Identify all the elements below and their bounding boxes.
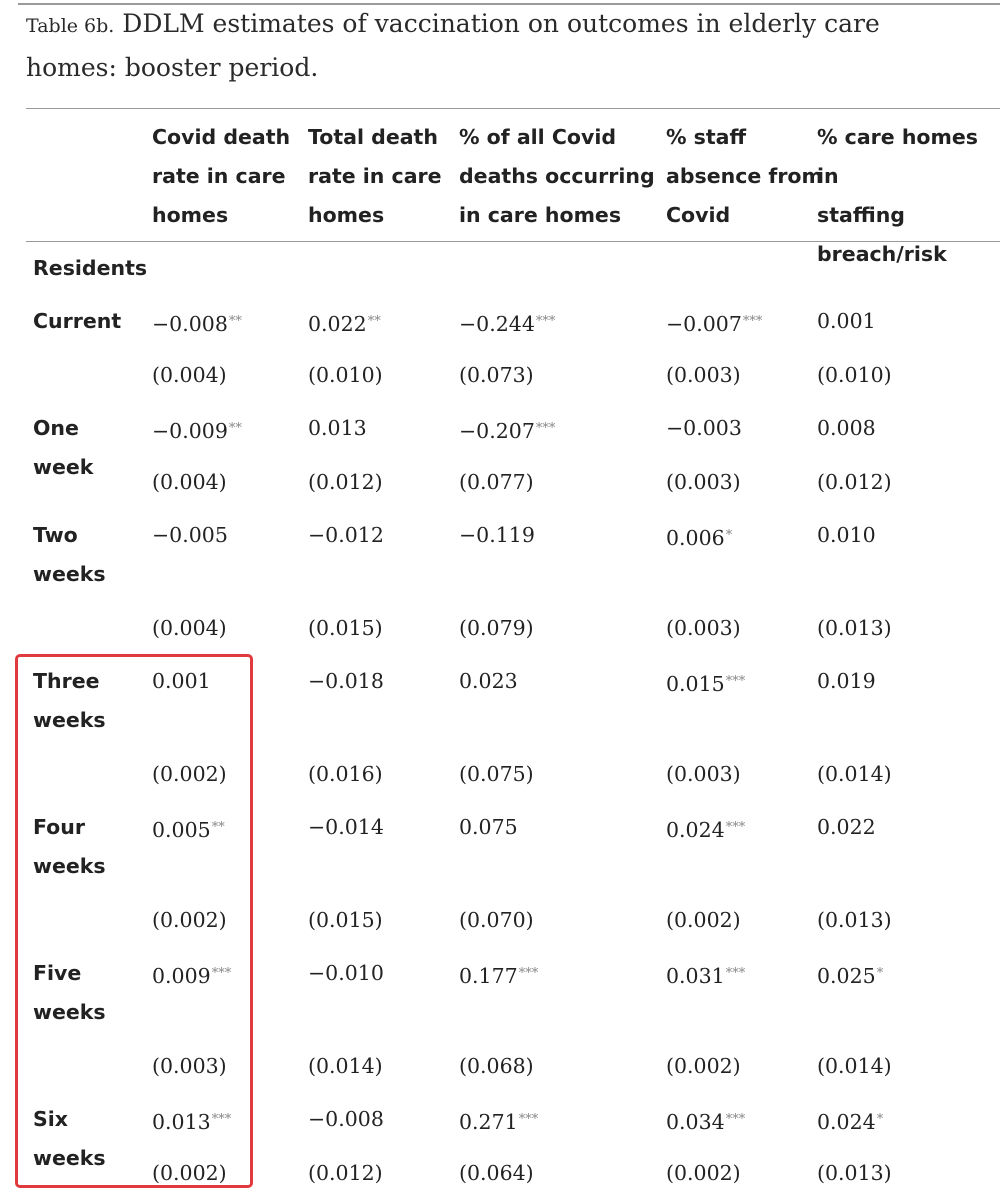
estimate-cell bbox=[308, 808, 384, 847]
table-label: Table 6b. bbox=[26, 15, 115, 37]
standard-error-cell: (0.077) bbox=[459, 470, 534, 494]
standard-error-cell: (0.004) bbox=[152, 470, 227, 494]
significance-stars: *** bbox=[725, 674, 746, 689]
estimate-value: 0.009 bbox=[152, 964, 211, 988]
standard-error-cell: (0.003) bbox=[152, 1054, 227, 1078]
estimate-value: −0.018 bbox=[308, 669, 384, 693]
row-label: Five weeks bbox=[33, 961, 106, 1024]
estimate-value: 0.001 bbox=[817, 309, 876, 333]
standard-error-cell: (0.068) bbox=[459, 1054, 534, 1078]
standard-error-cell: (0.014) bbox=[308, 1054, 383, 1078]
estimate-cell bbox=[308, 516, 384, 555]
estimate-value: −0.009 bbox=[152, 419, 228, 443]
standard-error-cell: (0.010) bbox=[817, 363, 892, 387]
estimate-value: 0.271 bbox=[459, 1110, 518, 1134]
estimate-cell bbox=[666, 1100, 745, 1142]
standard-error-cell: (0.070) bbox=[459, 908, 534, 932]
standard-error-cell: (0.079) bbox=[459, 616, 534, 640]
standard-error-cell: (0.004) bbox=[152, 363, 227, 387]
standard-error-cell: (0.002) bbox=[152, 908, 227, 932]
significance-stars: *** bbox=[725, 966, 746, 981]
standard-error-cell: (0.002) bbox=[666, 1161, 741, 1185]
estimate-value: −0.008 bbox=[308, 1107, 384, 1131]
estimate-cell bbox=[817, 302, 876, 341]
standard-error-cell: (0.002) bbox=[152, 762, 227, 786]
estimate-cell bbox=[666, 409, 742, 448]
estimate-value: −0.014 bbox=[308, 815, 384, 839]
estimate-cell bbox=[152, 409, 242, 451]
estimate-value: −0.207 bbox=[459, 419, 535, 443]
standard-error-cell: (0.075) bbox=[459, 762, 534, 786]
standard-error-cell: (0.014) bbox=[817, 762, 892, 786]
standard-error-cell: (0.015) bbox=[308, 616, 383, 640]
section-label: Residents bbox=[33, 256, 148, 280]
estimate-value: 0.025 bbox=[817, 964, 876, 988]
estimate-value: 0.023 bbox=[459, 669, 518, 693]
estimate-value: 0.008 bbox=[817, 416, 876, 440]
row-label: Three weeks bbox=[33, 669, 106, 732]
significance-stars: ** bbox=[211, 820, 225, 835]
estimate-value: 0.015 bbox=[666, 672, 725, 696]
estimate-cell bbox=[817, 808, 876, 847]
significance-stars: *** bbox=[535, 421, 556, 436]
estimate-value: 0.019 bbox=[817, 669, 876, 693]
estimate-value: 0.022 bbox=[817, 815, 876, 839]
standard-error-cell: (0.004) bbox=[152, 616, 227, 640]
estimate-value: −0.244 bbox=[459, 312, 535, 336]
standard-error-cell: (0.012) bbox=[308, 470, 383, 494]
estimate-cell bbox=[817, 662, 876, 701]
estimate-value: 0.034 bbox=[666, 1110, 725, 1134]
significance-stars: ** bbox=[228, 314, 242, 329]
significance-stars: *** bbox=[518, 966, 539, 981]
header-staffing-breach: % care homes in staffing breach/risk bbox=[817, 125, 978, 266]
estimate-value: −0.005 bbox=[152, 523, 228, 547]
significance-stars: *** bbox=[535, 314, 556, 329]
standard-error-cell: (0.064) bbox=[459, 1161, 534, 1185]
estimate-value: −0.003 bbox=[666, 416, 742, 440]
estimate-value: 0.010 bbox=[817, 523, 876, 547]
significance-stars: ** bbox=[367, 314, 381, 329]
estimate-cell bbox=[459, 516, 535, 555]
significance-stars: * bbox=[876, 1112, 884, 1127]
estimate-cell bbox=[308, 409, 367, 448]
estimate-value: −0.007 bbox=[666, 312, 742, 336]
standard-error-cell: (0.002) bbox=[152, 1161, 227, 1185]
estimate-cell bbox=[666, 954, 745, 996]
estimate-cell bbox=[666, 662, 745, 704]
estimate-value: 0.024 bbox=[666, 818, 725, 842]
standard-error-cell: (0.013) bbox=[817, 908, 892, 932]
header-total-death-rate: Total death rate in care homes bbox=[308, 125, 442, 227]
highlight-box bbox=[15, 654, 253, 1188]
estimate-value: 0.177 bbox=[459, 964, 518, 988]
row-label: Two weeks bbox=[33, 523, 106, 586]
significance-stars: * bbox=[725, 528, 733, 543]
table-caption bbox=[26, 3, 976, 89]
standard-error-cell: (0.012) bbox=[308, 1161, 383, 1185]
estimate-cell bbox=[308, 662, 384, 701]
estimate-cell bbox=[817, 516, 876, 555]
significance-stars: *** bbox=[742, 314, 763, 329]
standard-error-cell: (0.010) bbox=[308, 363, 383, 387]
estimate-value: 0.006 bbox=[666, 526, 725, 550]
standard-error-cell: (0.003) bbox=[666, 762, 741, 786]
estimate-value: −0.119 bbox=[459, 523, 535, 547]
standard-error-cell: (0.003) bbox=[666, 363, 741, 387]
row-label: One week bbox=[33, 416, 94, 479]
estimate-cell bbox=[666, 808, 745, 850]
estimate-cell bbox=[459, 808, 518, 847]
row-label: Current bbox=[33, 309, 122, 333]
header-pct-covid-deaths: % of all Covid deaths occurring in care homes bbox=[459, 125, 655, 227]
significance-stars: *** bbox=[725, 1112, 746, 1127]
header-staff-absence: % staff absence from Covid bbox=[666, 125, 823, 227]
significance-stars: ** bbox=[228, 421, 242, 436]
estimate-cell bbox=[152, 516, 228, 555]
estimate-value: −0.012 bbox=[308, 523, 384, 547]
standard-error-cell: (0.002) bbox=[666, 908, 741, 932]
estimate-cell bbox=[817, 954, 883, 996]
estimate-value: 0.024 bbox=[817, 1110, 876, 1134]
estimate-cell bbox=[308, 1100, 384, 1139]
significance-stars: *** bbox=[725, 820, 746, 835]
estimate-value: 0.005 bbox=[152, 818, 211, 842]
estimate-cell bbox=[459, 662, 518, 701]
estimate-cell bbox=[666, 302, 762, 344]
standard-error-cell: (0.003) bbox=[666, 470, 741, 494]
row-label: Six weeks bbox=[33, 1107, 106, 1170]
estimate-cell bbox=[666, 516, 732, 558]
significance-stars: *** bbox=[518, 1112, 539, 1127]
standard-error-cell: (0.012) bbox=[817, 470, 892, 494]
estimate-cell bbox=[817, 409, 876, 448]
table-top-rule bbox=[26, 108, 1000, 109]
standard-error-cell: (0.073) bbox=[459, 363, 534, 387]
standard-error-cell: (0.003) bbox=[666, 616, 741, 640]
estimate-value: 0.022 bbox=[308, 312, 367, 336]
estimate-cell bbox=[459, 302, 555, 344]
estimate-value: −0.010 bbox=[308, 961, 384, 985]
row-label: Four weeks bbox=[33, 815, 106, 878]
table-title: DDLM estimates of vaccination on outcomes in elderly care homes: booster period. bbox=[26, 9, 880, 82]
estimate-cell bbox=[459, 954, 538, 996]
estimate-value: 0.031 bbox=[666, 964, 725, 988]
estimate-cell bbox=[152, 302, 242, 344]
estimate-cell bbox=[459, 1100, 538, 1142]
estimate-value: 0.013 bbox=[308, 416, 367, 440]
standard-error-cell: (0.016) bbox=[308, 762, 383, 786]
significance-stars: *** bbox=[211, 1112, 232, 1127]
standard-error-cell: (0.014) bbox=[817, 1054, 892, 1078]
estimate-value: 0.013 bbox=[152, 1110, 211, 1134]
header-covid-death-rate: Covid death rate in care homes bbox=[152, 125, 291, 227]
estimate-value: 0.001 bbox=[152, 669, 211, 693]
header-bottom-rule bbox=[26, 241, 1000, 242]
standard-error-cell: (0.013) bbox=[817, 616, 892, 640]
estimate-cell bbox=[817, 1100, 883, 1142]
estimate-value: −0.008 bbox=[152, 312, 228, 336]
significance-stars: *** bbox=[211, 966, 232, 981]
estimate-value: 0.075 bbox=[459, 815, 518, 839]
estimate-cell bbox=[308, 302, 381, 344]
estimate-cell bbox=[459, 409, 555, 451]
standard-error-cell: (0.013) bbox=[817, 1161, 892, 1185]
standard-error-cell: (0.002) bbox=[666, 1054, 741, 1078]
significance-stars: * bbox=[876, 966, 884, 981]
estimate-cell bbox=[308, 954, 384, 993]
standard-error-cell: (0.015) bbox=[308, 908, 383, 932]
